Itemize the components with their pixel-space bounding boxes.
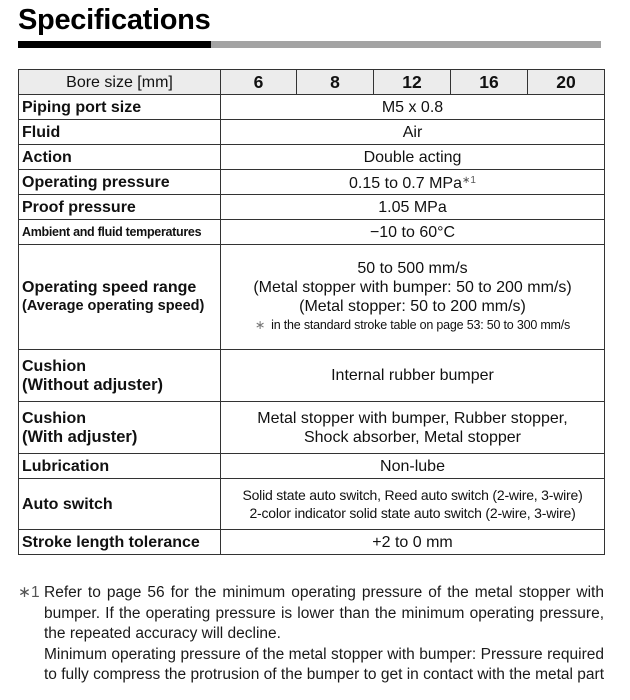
table-row-operating-speed bbox=[19, 245, 605, 350]
footnote-paragraph: Refer to page 56 for the minimum operating pressure of the metal stopper with bumper. If the operating pressure is lower than the minimum operating pressure, the repeated accuracy will decline. bbox=[44, 584, 604, 642]
table-row-auto-switch bbox=[19, 479, 605, 530]
title-underline-accent bbox=[18, 41, 211, 48]
row-label-main: Cushion bbox=[22, 409, 86, 427]
bore-6: 6 bbox=[221, 70, 297, 95]
value-note bbox=[225, 316, 600, 335]
section-title: Specifications bbox=[18, 4, 211, 36]
value-line: (Metal stopper: 50 to 200 mm/s) bbox=[299, 298, 526, 315]
bore-20: 20 bbox=[528, 70, 605, 95]
footnote-paragraph: Minimum operating pressure of the metal stopper with bumper: Pressure required to fully compress the protrusion of the bumper to get in contact with the metal part bbox=[44, 645, 605, 683]
row-label bbox=[19, 402, 221, 454]
table-row-fluid bbox=[19, 120, 605, 145]
table-row-proof-pressure bbox=[19, 195, 605, 220]
row-label: Fluid bbox=[19, 120, 221, 145]
table-header-row bbox=[19, 70, 605, 95]
row-value bbox=[221, 245, 605, 350]
title-underline bbox=[18, 41, 601, 48]
row-value bbox=[221, 170, 605, 195]
table-row-stroke-tolerance bbox=[19, 530, 605, 555]
row-label: Proof pressure bbox=[19, 195, 221, 220]
row-label-main: Operating speed range bbox=[22, 279, 197, 296]
row-label: Lubrication bbox=[19, 454, 221, 479]
value-line: (Metal stopper with bumper: 50 to 200 mm/s) bbox=[253, 279, 572, 296]
row-label: Piping port size bbox=[19, 95, 221, 120]
row-sublabel: (Average operating speed) bbox=[22, 298, 205, 314]
row-value: Air bbox=[221, 120, 605, 145]
row-label: Action bbox=[19, 145, 221, 170]
bore-8: 8 bbox=[297, 70, 374, 95]
value-text: 0.15 to 0.7 MPa bbox=[349, 175, 462, 192]
value-line: 2-color indicator solid state auto switch (2-wire, 3-wire) bbox=[249, 505, 576, 521]
bore-16: 16 bbox=[451, 70, 528, 95]
footnote-body bbox=[44, 583, 604, 686]
note-text: in the standard stroke table on page 53: 50 to 300 mm/s bbox=[271, 318, 571, 332]
specifications-table bbox=[18, 69, 605, 555]
table-row-action bbox=[19, 145, 605, 170]
footnote-mark: ∗1 bbox=[18, 584, 40, 601]
row-value: Non-lube bbox=[221, 454, 605, 479]
bore-size-header: Bore size [mm] bbox=[19, 70, 221, 95]
row-value: Double acting bbox=[221, 145, 605, 170]
row-label: Auto switch bbox=[19, 479, 221, 530]
row-label-main: Cushion bbox=[22, 357, 86, 375]
table-row-piping-port bbox=[19, 95, 605, 120]
value-line: Shock absorber, Metal stopper bbox=[303, 428, 521, 446]
table-row-lubrication bbox=[19, 454, 605, 479]
row-label: Ambient and fluid temperatures bbox=[19, 220, 221, 245]
bore-12: 12 bbox=[374, 70, 451, 95]
row-value: Internal rubber bumper bbox=[221, 350, 605, 402]
row-value: −10 to 60°C bbox=[221, 220, 605, 245]
row-sublabel: (Without adjuster) bbox=[22, 375, 163, 394]
table-row-temperatures bbox=[19, 220, 605, 245]
footnote-ref: ∗1 bbox=[462, 175, 476, 186]
row-label: Operating pressure bbox=[19, 170, 221, 195]
asterisk-icon: ∗ bbox=[254, 318, 266, 332]
value-line: Solid state auto switch, Reed auto switch (2-wire, 3-wire) bbox=[242, 487, 583, 503]
table-row-cushion-without-adjuster bbox=[19, 350, 605, 402]
table-row-operating-pressure bbox=[19, 170, 605, 195]
table-row-cushion-with-adjuster bbox=[19, 402, 605, 454]
row-label bbox=[19, 245, 221, 350]
row-sublabel: (With adjuster) bbox=[22, 427, 138, 446]
row-value: 1.05 MPa bbox=[221, 195, 605, 220]
row-label bbox=[19, 350, 221, 402]
row-value bbox=[221, 479, 605, 530]
footnote bbox=[18, 583, 604, 686]
value-line: 50 to 500 mm/s bbox=[357, 260, 468, 277]
row-value bbox=[221, 402, 605, 454]
row-label: Stroke length tolerance bbox=[19, 530, 221, 555]
row-value: M5 x 0.8 bbox=[221, 95, 605, 120]
row-value: +2 to 0 mm bbox=[221, 530, 605, 555]
value-line: Metal stopper with bumper, Rubber stopper, bbox=[257, 409, 568, 427]
